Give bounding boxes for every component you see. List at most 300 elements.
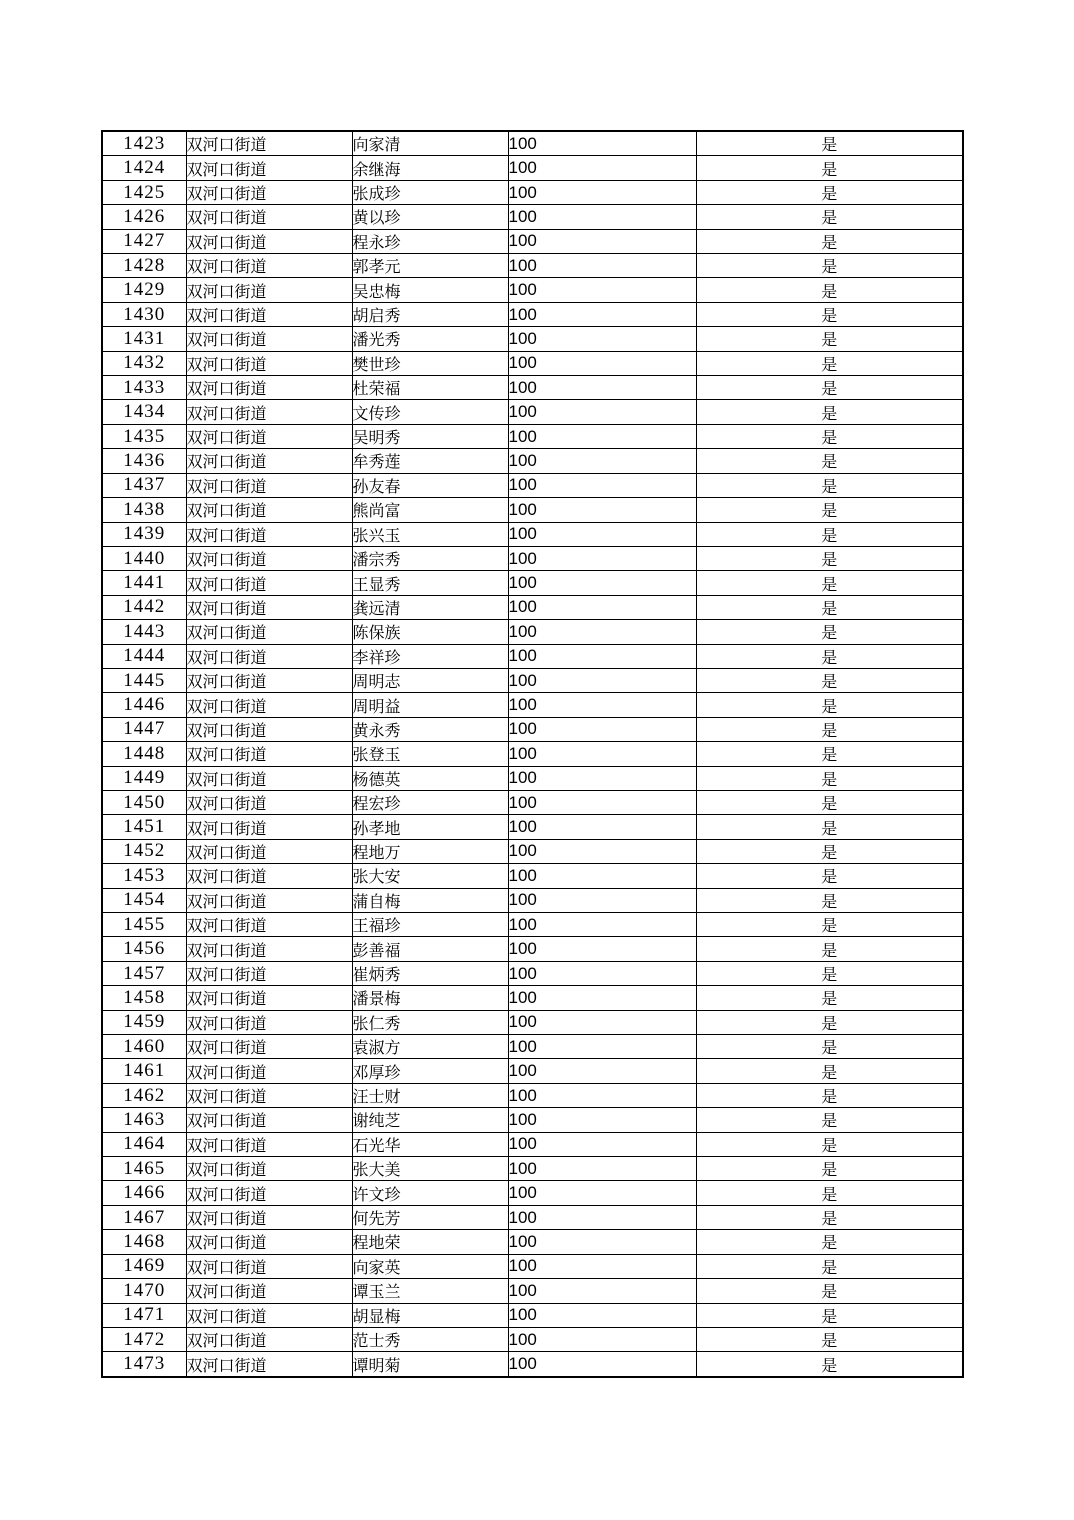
table-row xyxy=(102,1010,963,1034)
confirmation-cell: 是 xyxy=(696,498,963,522)
district-cell: 双河口街道 xyxy=(186,888,352,912)
serial-number-cell: 1460 xyxy=(102,1035,186,1059)
person-name-cell: 石光华 xyxy=(352,1132,508,1156)
district-cell: 双河口街道 xyxy=(186,351,352,375)
district-cell: 双河口街道 xyxy=(186,302,352,326)
person-name-cell: 何先芳 xyxy=(352,1205,508,1229)
district-cell: 双河口街道 xyxy=(186,693,352,717)
district-cell: 双河口街道 xyxy=(186,668,352,692)
district-cell: 双河口街道 xyxy=(186,1327,352,1351)
person-name-cell: 谭玉兰 xyxy=(352,1279,508,1303)
confirmation-cell: 是 xyxy=(696,1181,963,1205)
person-name-cell: 崔炳秀 xyxy=(352,961,508,985)
serial-number-cell: 1426 xyxy=(102,205,186,229)
score-cell: 100 xyxy=(508,864,696,888)
district-cell: 双河口街道 xyxy=(186,1108,352,1132)
district-cell: 双河口街道 xyxy=(186,1352,352,1377)
confirmation-cell: 是 xyxy=(696,327,963,351)
district-cell: 双河口街道 xyxy=(186,815,352,839)
district-cell: 双河口街道 xyxy=(186,473,352,497)
serial-number-cell: 1427 xyxy=(102,229,186,253)
score-cell: 100 xyxy=(508,913,696,937)
serial-number-cell: 1459 xyxy=(102,1010,186,1034)
score-cell: 100 xyxy=(508,1327,696,1351)
table-row xyxy=(102,839,963,863)
serial-number-cell: 1442 xyxy=(102,595,186,619)
serial-number-cell: 1433 xyxy=(102,376,186,400)
serial-number-cell: 1461 xyxy=(102,1059,186,1083)
score-cell: 100 xyxy=(508,1157,696,1181)
serial-number-cell: 1465 xyxy=(102,1157,186,1181)
score-cell: 100 xyxy=(508,1181,696,1205)
serial-number-cell: 1462 xyxy=(102,1083,186,1107)
serial-number-cell: 1449 xyxy=(102,766,186,790)
confirmation-cell: 是 xyxy=(696,205,963,229)
table-row xyxy=(102,351,963,375)
district-cell: 双河口街道 xyxy=(186,839,352,863)
serial-number-cell: 1467 xyxy=(102,1205,186,1229)
district-cell: 双河口街道 xyxy=(186,766,352,790)
district-cell: 双河口街道 xyxy=(186,1303,352,1327)
score-cell: 100 xyxy=(508,302,696,326)
table-row xyxy=(102,888,963,912)
person-name-cell: 胡启秀 xyxy=(352,302,508,326)
serial-number-cell: 1457 xyxy=(102,961,186,985)
serial-number-cell: 1431 xyxy=(102,327,186,351)
score-cell: 100 xyxy=(508,400,696,424)
confirmation-cell: 是 xyxy=(696,473,963,497)
confirmation-cell: 是 xyxy=(696,961,963,985)
person-name-cell: 张大安 xyxy=(352,864,508,888)
table-row xyxy=(102,668,963,692)
person-name-cell: 杜荣福 xyxy=(352,376,508,400)
confirmation-cell: 是 xyxy=(696,278,963,302)
table-row xyxy=(102,1279,963,1303)
score-cell: 100 xyxy=(508,1059,696,1083)
score-cell: 100 xyxy=(508,1010,696,1034)
person-name-cell: 范士秀 xyxy=(352,1327,508,1351)
table-row xyxy=(102,400,963,424)
confirmation-cell: 是 xyxy=(696,595,963,619)
person-name-cell: 程永珍 xyxy=(352,229,508,253)
district-cell: 双河口街道 xyxy=(186,913,352,937)
person-name-cell: 余继海 xyxy=(352,156,508,180)
person-name-cell: 孙友春 xyxy=(352,473,508,497)
serial-number-cell: 1425 xyxy=(102,180,186,204)
confirmation-cell: 是 xyxy=(696,937,963,961)
table-row xyxy=(102,790,963,814)
serial-number-cell: 1440 xyxy=(102,546,186,570)
person-name-cell: 张登玉 xyxy=(352,742,508,766)
district-cell: 双河口街道 xyxy=(186,937,352,961)
district-cell: 双河口街道 xyxy=(186,278,352,302)
person-name-cell: 陈保族 xyxy=(352,620,508,644)
table-row xyxy=(102,620,963,644)
score-cell: 100 xyxy=(508,1254,696,1278)
serial-number-cell: 1444 xyxy=(102,644,186,668)
confirmation-cell: 是 xyxy=(696,1205,963,1229)
score-cell: 100 xyxy=(508,961,696,985)
confirmation-cell: 是 xyxy=(696,1303,963,1327)
table-row xyxy=(102,1303,963,1327)
serial-number-cell: 1458 xyxy=(102,986,186,1010)
confirmation-cell: 是 xyxy=(696,571,963,595)
serial-number-cell: 1429 xyxy=(102,278,186,302)
score-cell: 100 xyxy=(508,790,696,814)
district-cell: 双河口街道 xyxy=(186,1083,352,1107)
serial-number-cell: 1448 xyxy=(102,742,186,766)
table-row xyxy=(102,1205,963,1229)
confirmation-cell: 是 xyxy=(696,1059,963,1083)
confirmation-cell: 是 xyxy=(696,986,963,1010)
score-cell: 100 xyxy=(508,1352,696,1377)
score-cell: 100 xyxy=(508,351,696,375)
district-cell: 双河口街道 xyxy=(186,1010,352,1034)
confirmation-cell: 是 xyxy=(696,1352,963,1377)
serial-number-cell: 1469 xyxy=(102,1254,186,1278)
score-cell: 100 xyxy=(508,620,696,644)
person-name-cell: 程地万 xyxy=(352,839,508,863)
confirmation-cell: 是 xyxy=(696,1108,963,1132)
district-cell: 双河口街道 xyxy=(186,449,352,473)
person-name-cell: 彭善福 xyxy=(352,937,508,961)
score-cell: 100 xyxy=(508,278,696,302)
table-row xyxy=(102,1352,963,1377)
district-cell: 双河口街道 xyxy=(186,254,352,278)
table-row xyxy=(102,961,963,985)
confirmation-cell: 是 xyxy=(696,717,963,741)
person-name-cell: 潘光秀 xyxy=(352,327,508,351)
district-cell: 双河口街道 xyxy=(186,620,352,644)
district-cell: 双河口街道 xyxy=(186,180,352,204)
district-cell: 双河口街道 xyxy=(186,1279,352,1303)
confirmation-cell: 是 xyxy=(696,449,963,473)
district-cell: 双河口街道 xyxy=(186,571,352,595)
table-row xyxy=(102,473,963,497)
person-name-cell: 张大美 xyxy=(352,1157,508,1181)
score-cell: 100 xyxy=(508,498,696,522)
confirmation-cell: 是 xyxy=(696,1254,963,1278)
district-cell: 双河口街道 xyxy=(186,131,352,156)
person-name-cell: 吴忠梅 xyxy=(352,278,508,302)
table-row xyxy=(102,1059,963,1083)
score-cell: 100 xyxy=(508,1108,696,1132)
serial-number-cell: 1454 xyxy=(102,888,186,912)
table-row xyxy=(102,815,963,839)
district-cell: 双河口街道 xyxy=(186,522,352,546)
serial-number-cell: 1432 xyxy=(102,351,186,375)
score-cell: 100 xyxy=(508,229,696,253)
score-cell: 100 xyxy=(508,937,696,961)
confirmation-cell: 是 xyxy=(696,766,963,790)
confirmation-cell: 是 xyxy=(696,913,963,937)
person-name-cell: 潘景梅 xyxy=(352,986,508,1010)
score-cell: 100 xyxy=(508,131,696,156)
serial-number-cell: 1453 xyxy=(102,864,186,888)
score-cell: 100 xyxy=(508,376,696,400)
roster-table xyxy=(101,130,964,1378)
person-name-cell: 汪士财 xyxy=(352,1083,508,1107)
serial-number-cell: 1473 xyxy=(102,1352,186,1377)
person-name-cell: 周明益 xyxy=(352,693,508,717)
score-cell: 100 xyxy=(508,1205,696,1229)
score-cell: 100 xyxy=(508,644,696,668)
score-cell: 100 xyxy=(508,595,696,619)
district-cell: 双河口街道 xyxy=(186,229,352,253)
confirmation-cell: 是 xyxy=(696,131,963,156)
person-name-cell: 蒲自梅 xyxy=(352,888,508,912)
serial-number-cell: 1470 xyxy=(102,1279,186,1303)
table-row xyxy=(102,205,963,229)
table-row xyxy=(102,571,963,595)
confirmation-cell: 是 xyxy=(696,229,963,253)
table-row xyxy=(102,278,963,302)
table-row xyxy=(102,766,963,790)
score-cell: 100 xyxy=(508,327,696,351)
score-cell: 100 xyxy=(508,1035,696,1059)
table-row xyxy=(102,864,963,888)
serial-number-cell: 1430 xyxy=(102,302,186,326)
district-cell: 双河口街道 xyxy=(186,205,352,229)
person-name-cell: 张兴玉 xyxy=(352,522,508,546)
district-cell: 双河口街道 xyxy=(186,1059,352,1083)
confirmation-cell: 是 xyxy=(696,1010,963,1034)
person-name-cell: 程宏珍 xyxy=(352,790,508,814)
person-name-cell: 袁淑方 xyxy=(352,1035,508,1059)
serial-number-cell: 1443 xyxy=(102,620,186,644)
table-row xyxy=(102,937,963,961)
table-row xyxy=(102,522,963,546)
person-name-cell: 熊尚富 xyxy=(352,498,508,522)
person-name-cell: 谭明菊 xyxy=(352,1352,508,1377)
score-cell: 100 xyxy=(508,888,696,912)
serial-number-cell: 1455 xyxy=(102,913,186,937)
serial-number-cell: 1452 xyxy=(102,839,186,863)
district-cell: 双河口街道 xyxy=(186,717,352,741)
serial-number-cell: 1456 xyxy=(102,937,186,961)
table-row xyxy=(102,1327,963,1351)
district-cell: 双河口街道 xyxy=(186,376,352,400)
score-cell: 100 xyxy=(508,546,696,570)
confirmation-cell: 是 xyxy=(696,790,963,814)
serial-number-cell: 1446 xyxy=(102,693,186,717)
score-cell: 100 xyxy=(508,473,696,497)
table-row xyxy=(102,595,963,619)
table-row xyxy=(102,229,963,253)
person-name-cell: 孙孝地 xyxy=(352,815,508,839)
person-name-cell: 邓厚珍 xyxy=(352,1059,508,1083)
person-name-cell: 文传珍 xyxy=(352,400,508,424)
table-row xyxy=(102,1035,963,1059)
score-cell: 100 xyxy=(508,717,696,741)
serial-number-cell: 1439 xyxy=(102,522,186,546)
district-cell: 双河口街道 xyxy=(186,498,352,522)
table-row xyxy=(102,498,963,522)
table-row xyxy=(102,424,963,448)
district-cell: 双河口街道 xyxy=(186,546,352,570)
confirmation-cell: 是 xyxy=(696,620,963,644)
person-name-cell: 周明志 xyxy=(352,668,508,692)
roster-table-body xyxy=(102,131,963,1377)
district-cell: 双河口街道 xyxy=(186,961,352,985)
table-row xyxy=(102,1181,963,1205)
table-row xyxy=(102,131,963,156)
serial-number-cell: 1471 xyxy=(102,1303,186,1327)
score-cell: 100 xyxy=(508,205,696,229)
confirmation-cell: 是 xyxy=(696,156,963,180)
score-cell: 100 xyxy=(508,742,696,766)
district-cell: 双河口街道 xyxy=(186,424,352,448)
serial-number-cell: 1434 xyxy=(102,400,186,424)
serial-number-cell: 1466 xyxy=(102,1181,186,1205)
district-cell: 双河口街道 xyxy=(186,1254,352,1278)
district-cell: 双河口街道 xyxy=(186,644,352,668)
score-cell: 100 xyxy=(508,668,696,692)
table-row xyxy=(102,742,963,766)
score-cell: 100 xyxy=(508,1230,696,1254)
serial-number-cell: 1441 xyxy=(102,571,186,595)
score-cell: 100 xyxy=(508,571,696,595)
confirmation-cell: 是 xyxy=(696,1157,963,1181)
table-row xyxy=(102,376,963,400)
serial-number-cell: 1435 xyxy=(102,424,186,448)
district-cell: 双河口街道 xyxy=(186,1230,352,1254)
serial-number-cell: 1464 xyxy=(102,1132,186,1156)
table-row xyxy=(102,1132,963,1156)
confirmation-cell: 是 xyxy=(696,546,963,570)
table-row xyxy=(102,327,963,351)
table-row xyxy=(102,717,963,741)
person-name-cell: 黄永秀 xyxy=(352,717,508,741)
table-row xyxy=(102,546,963,570)
district-cell: 双河口街道 xyxy=(186,327,352,351)
person-name-cell: 樊世珍 xyxy=(352,351,508,375)
score-cell: 100 xyxy=(508,156,696,180)
score-cell: 100 xyxy=(508,522,696,546)
person-name-cell: 潘宗秀 xyxy=(352,546,508,570)
person-name-cell: 张成珍 xyxy=(352,180,508,204)
district-cell: 双河口街道 xyxy=(186,400,352,424)
serial-number-cell: 1438 xyxy=(102,498,186,522)
district-cell: 双河口街道 xyxy=(186,1157,352,1181)
person-name-cell: 向家清 xyxy=(352,131,508,156)
serial-number-cell: 1468 xyxy=(102,1230,186,1254)
score-cell: 100 xyxy=(508,693,696,717)
confirmation-cell: 是 xyxy=(696,888,963,912)
person-name-cell: 王福珍 xyxy=(352,913,508,937)
person-name-cell: 黄以珍 xyxy=(352,205,508,229)
district-cell: 双河口街道 xyxy=(186,595,352,619)
confirmation-cell: 是 xyxy=(696,522,963,546)
person-name-cell: 胡显梅 xyxy=(352,1303,508,1327)
confirmation-cell: 是 xyxy=(696,864,963,888)
score-cell: 100 xyxy=(508,1083,696,1107)
person-name-cell: 牟秀莲 xyxy=(352,449,508,473)
district-cell: 双河口街道 xyxy=(186,1035,352,1059)
person-name-cell: 向家英 xyxy=(352,1254,508,1278)
table-row xyxy=(102,693,963,717)
score-cell: 100 xyxy=(508,180,696,204)
district-cell: 双河口街道 xyxy=(186,1181,352,1205)
table-row xyxy=(102,1230,963,1254)
score-cell: 100 xyxy=(508,1132,696,1156)
confirmation-cell: 是 xyxy=(696,742,963,766)
table-row xyxy=(102,913,963,937)
score-cell: 100 xyxy=(508,1279,696,1303)
serial-number-cell: 1424 xyxy=(102,156,186,180)
person-name-cell: 杨德英 xyxy=(352,766,508,790)
serial-number-cell: 1472 xyxy=(102,1327,186,1351)
confirmation-cell: 是 xyxy=(696,254,963,278)
serial-number-cell: 1436 xyxy=(102,449,186,473)
confirmation-cell: 是 xyxy=(696,180,963,204)
serial-number-cell: 1463 xyxy=(102,1108,186,1132)
confirmation-cell: 是 xyxy=(696,1083,963,1107)
score-cell: 100 xyxy=(508,839,696,863)
table-row xyxy=(102,302,963,326)
confirmation-cell: 是 xyxy=(696,1230,963,1254)
person-name-cell: 谢纯芝 xyxy=(352,1108,508,1132)
district-cell: 双河口街道 xyxy=(186,790,352,814)
confirmation-cell: 是 xyxy=(696,400,963,424)
serial-number-cell: 1428 xyxy=(102,254,186,278)
confirmation-cell: 是 xyxy=(696,1279,963,1303)
serial-number-cell: 1437 xyxy=(102,473,186,497)
serial-number-cell: 1451 xyxy=(102,815,186,839)
table-row xyxy=(102,1108,963,1132)
person-name-cell: 吴明秀 xyxy=(352,424,508,448)
district-cell: 双河口街道 xyxy=(186,864,352,888)
confirmation-cell: 是 xyxy=(696,351,963,375)
serial-number-cell: 1450 xyxy=(102,790,186,814)
table-row xyxy=(102,449,963,473)
table-row xyxy=(102,1254,963,1278)
table-row xyxy=(102,644,963,668)
confirmation-cell: 是 xyxy=(696,424,963,448)
table-row xyxy=(102,254,963,278)
confirmation-cell: 是 xyxy=(696,693,963,717)
person-name-cell: 王显秀 xyxy=(352,571,508,595)
person-name-cell: 郭孝元 xyxy=(352,254,508,278)
table-row xyxy=(102,986,963,1010)
score-cell: 100 xyxy=(508,766,696,790)
district-cell: 双河口街道 xyxy=(186,742,352,766)
person-name-cell: 程地荣 xyxy=(352,1230,508,1254)
table-row xyxy=(102,156,963,180)
confirmation-cell: 是 xyxy=(696,839,963,863)
table-row xyxy=(102,1157,963,1181)
confirmation-cell: 是 xyxy=(696,815,963,839)
table-row xyxy=(102,180,963,204)
confirmation-cell: 是 xyxy=(696,668,963,692)
serial-number-cell: 1447 xyxy=(102,717,186,741)
score-cell: 100 xyxy=(508,254,696,278)
confirmation-cell: 是 xyxy=(696,302,963,326)
person-name-cell: 龚远清 xyxy=(352,595,508,619)
district-cell: 双河口街道 xyxy=(186,1132,352,1156)
person-name-cell: 张仁秀 xyxy=(352,1010,508,1034)
score-cell: 100 xyxy=(508,815,696,839)
confirmation-cell: 是 xyxy=(696,1327,963,1351)
table-row xyxy=(102,1083,963,1107)
district-cell: 双河口街道 xyxy=(186,986,352,1010)
score-cell: 100 xyxy=(508,449,696,473)
person-name-cell: 许文珍 xyxy=(352,1181,508,1205)
score-cell: 100 xyxy=(508,1303,696,1327)
confirmation-cell: 是 xyxy=(696,376,963,400)
confirmation-cell: 是 xyxy=(696,644,963,668)
confirmation-cell: 是 xyxy=(696,1132,963,1156)
